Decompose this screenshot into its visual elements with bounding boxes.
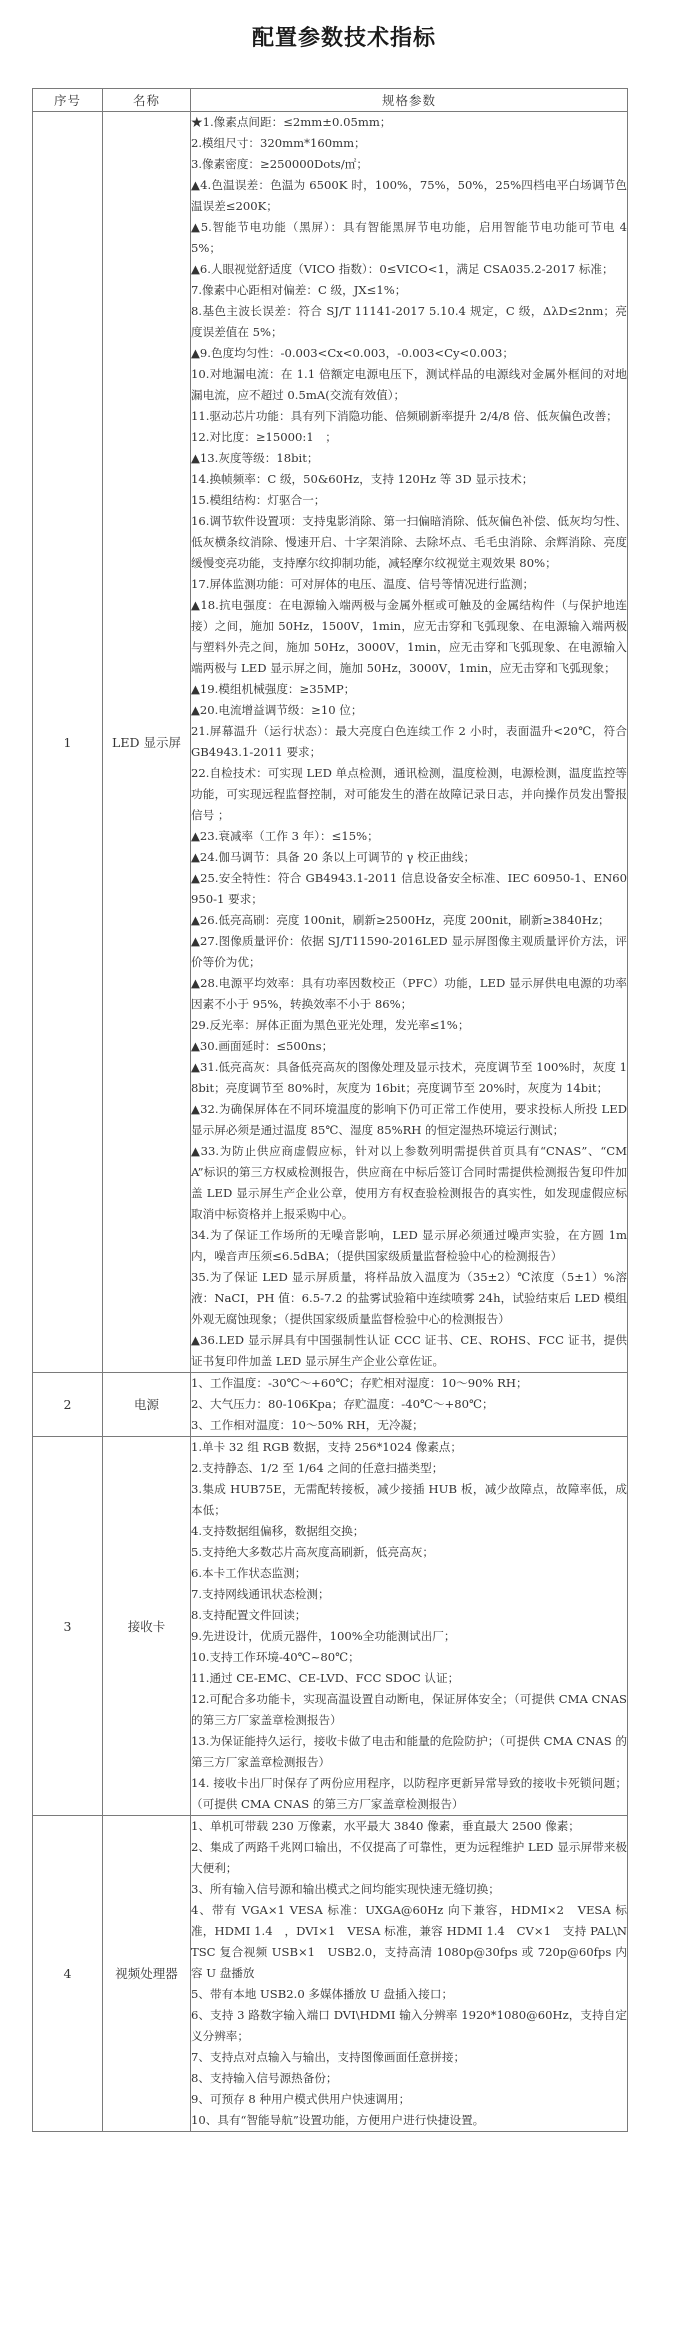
spec-item: ▲27.图像质量评价：依据 SJ/T11590-2016LED 显示屏图像主观质量评价方法，评价等价为优； xyxy=(191,934,627,969)
spec-item: ▲28.电源平均效率：具有功率因数校正（PFC）功能，LED 显示屏供电电源的功率因素不小于 95%，转换效率不小于 86%； xyxy=(191,976,627,1011)
spec-item: 15.模组结构：灯驱合一； xyxy=(191,493,326,507)
spec-item: 7.像素中心距相对偏差：C 级，JX≤1%； xyxy=(191,283,407,297)
table-row-led-display xyxy=(33,112,628,1373)
spec-item: 35.为了保证 LED 显示屏质量，将样品放入温度为（35±2）℃浓度（5±1）%溶液：NaCI，PH 值：6.5-7.2 的盐雾试验箱中连续喷雾 24h，试验结束后 LED 模组外观无腐蚀现象；（提供国家级质量监督检验中心的检测报告） xyxy=(191,1270,627,1326)
spec-item: 9、可预存 8 种用户模式供用户快速调用； xyxy=(191,2092,411,2106)
spec-item: 9.先进设计，优质元器件，100%全功能测试出厂； xyxy=(191,1629,456,1643)
spec-item: 22.自检技术：可实现 LED 单点检测，通讯检测，温度检测，电源检测，温度监控等功能，可实现远程监督控制，对可能发生的潜在故障记录日志，并向操作员发出警报信号 ； xyxy=(191,766,627,822)
spec-item: 6.本卡工作状态监测； xyxy=(191,1566,307,1580)
spec-item: ▲18.抗电强度：在电源输入端两极与金属外框或可触及的金属结构件（与保护地连接）之间，施加 50Hz，1500V，1min，应无击穿和飞弧现象、在电源输入端两极与塑料外壳之间，施加 50Hz，3000V，1min，应无击穿和飞弧现象、在电源输入端两极与 LED 显示屏之间，施加 50Hz，3000V，1min，应无击穿和飞弧现象； xyxy=(191,598,627,675)
header-spec: 规格参数 xyxy=(191,89,628,112)
spec-item: 3、所有输入信号源和输出模式之间均能实现快速无缝切换； xyxy=(191,1882,500,1896)
spec-item: ▲5.智能节电功能（黑屏）：具有智能黑屏节电功能，启用智能节电功能可节电 45%； xyxy=(191,220,627,255)
row-number: 1 xyxy=(33,112,103,1373)
table-row-receiving-card xyxy=(33,1437,628,1816)
spec-item: ▲32.为确保屏体在不同环境温度的影响下仍可正常工作使用，要求投标人所投 LED 显示屏必须是通过温度 85℃、湿度 85%RH 的恒定湿热环境运行测试； xyxy=(191,1102,627,1137)
row-item-name: 电源 xyxy=(103,1373,191,1437)
spec-item: 4.支持数据组偏移，数据组交换； xyxy=(191,1524,365,1538)
table-row-video-processor xyxy=(33,1816,628,2132)
spec-item: ▲24.伽马调节：具备 20 条以上可调节的 γ 校正曲线； xyxy=(191,850,476,864)
spec-item: 6、支持 3 路数字输入端口 DVI\HDMI 输入分辨率 1920*1080@60Hz，支持自定义分辨率； xyxy=(191,2008,627,2043)
spec-item: 13.为保证能持久运行，接收卡做了电击和能量的危险防护；（可提供 CMA CNAS 的第三方厂家盖章检测报告） xyxy=(191,1734,627,1769)
spec-item: ▲20.电流增益调节级：≥10 位； xyxy=(191,703,363,717)
spec-item: 21.屏幕温升（运行状态）：最大亮度白色连续工作 2 小时，表面温升<20℃，符合 GB4943.1-2011 要求； xyxy=(191,724,627,759)
table-row-power-supply xyxy=(33,1373,628,1437)
row-item-name: LED 显示屏 xyxy=(103,112,191,1373)
spec-item: 3.像素密度：≥250000Dots/㎡； xyxy=(191,157,368,171)
spec-item: 12.可配合多功能卡，实现高温设置自动断电，保证屏体安全；（可提供 CMA CNAS 的第三方厂家盖章检测报告） xyxy=(191,1692,627,1727)
spec-item: ▲30.画面延时：≤500ns； xyxy=(191,1039,334,1053)
spec-item: ▲33.为防止供应商虚假应标，针对以上参数列明需提供首页具有“CNAS”、“CMA”标识的第三方权威检测报告，供应商在中标后签订合同时需提供检测报告复印件加盖 LED 显示屏生产企业公章，使用方有权查验检测报告的真实性，如发现虚假应标取消中标资格并上报采购中心。 xyxy=(191,1144,627,1221)
row-spec-list xyxy=(191,1373,628,1437)
spec-item: ▲31.低亮高灰：具备低亮高灰的图像处理及显示技术，亮度调节至 100%时，灰度 18bit；亮度调节至 80%时，灰度为 16bit；亮度调节至 20%时，灰度为 14bit； xyxy=(191,1060,627,1095)
spec-item: 8、支持输入信号源热备份； xyxy=(191,2071,338,2085)
spec-item: 8.支持配置文件回读； xyxy=(191,1608,307,1622)
spec-item: 1、单机可带载 230 万像素，水平最大 3840 像素，垂直最大 2500 像素； xyxy=(191,1819,580,1833)
page-title: 配置参数技术指标 xyxy=(251,26,436,51)
table-body xyxy=(33,112,628,2132)
spec-item: 11.通过 CE-EMC、CE-LVD、FCC SDOC 认证； xyxy=(191,1671,460,1685)
spec-item: 29.反光率：屏体正面为黑色亚光处理，发光率≤1%； xyxy=(191,1018,470,1032)
spec-item: 11.驱动芯片功能：具有列下消隐功能、倍频刷新率提升 2/4/8 倍、低灰偏色改善； xyxy=(191,409,618,423)
spec-item: 5、带有本地 USB2.0 多媒体播放 U 盘插入接口； xyxy=(191,1987,454,2001)
spec-item: 1、工作温度：-30℃～+60℃；存贮相对湿度：10～90% RH； xyxy=(191,1376,528,1390)
spec-item: 10.对地漏电流：在 1.1 倍额定电源电压下，测试样品的电源线对金属外框间的对地漏电流，应不超过 0.5mA(交流有效值）； xyxy=(191,367,627,402)
spec-item: 3.集成 HUB75E，无需配转接板，减少接插 HUB 板，减少故障点，故障率低，成本低； xyxy=(191,1482,627,1517)
row-spec-list xyxy=(191,1437,628,1816)
header-no: 序号 xyxy=(33,89,103,112)
row-item-name: 接收卡 xyxy=(103,1437,191,1816)
spec-item: ▲19.模组机械强度：≥35MP； xyxy=(191,682,356,696)
table-header-row xyxy=(33,89,628,112)
spec-item: ▲13.灰度等级：18bit； xyxy=(191,451,319,465)
spec-item: 4、带有 VGA×1 VESA 标准：UXGA@60Hz 向下兼容，HDMI×2 VESA 标准，HDMI 1.4 ，DVI×1 VESA 标准，兼容 HDMI 1.4 CV×1 支持 PAL\NTSC 复合视频 USB×1 USB2.0，支持高清 1080p@30fps 或 720p@60fps 内容 U 盘播放 xyxy=(191,1903,627,1980)
spec-item: 10、具有“智能导航”设置功能，方便用户进行快捷设置。 xyxy=(191,2113,485,2127)
spec-item: ▲26.低亮高刷：亮度 100nit，刷新≥2500Hz，亮度 200nit，刷新≥3840Hz； xyxy=(191,913,610,927)
row-spec-list xyxy=(191,1816,628,2132)
row-number: 4 xyxy=(33,1816,103,2132)
spec-item: 5.支持绝大多数芯片高灰度高刷新，低亮高灰； xyxy=(191,1545,434,1559)
spec-item: ▲9.色度均匀性：-0.003<Cx<0.003，-0.003<Cy<0.003； xyxy=(191,346,515,360)
row-number: 2 xyxy=(33,1373,103,1437)
spec-item: 12.对比度：≥15000:1 ； xyxy=(191,430,337,444)
row-item-name: 视频处理器 xyxy=(103,1816,191,2132)
spec-item: 17.屏体监测功能：可对屏体的电压、温度、信号等情况进行监测； xyxy=(191,577,535,591)
spec-item: 3、工作相对温度：10～50% RH，无冷凝； xyxy=(191,1418,424,1432)
header-name: 名称 xyxy=(103,89,191,112)
spec-item: 2.模组尺寸：320mm*160mm； xyxy=(191,136,366,150)
row-spec-list xyxy=(191,112,628,1373)
spec-table xyxy=(32,88,628,2132)
spec-item: 1.单卡 32 组 RGB 数据，支持 256*1024 像素点； xyxy=(191,1440,462,1454)
spec-item: ▲4.色温误差：色温为 6500K 时，100%，75%，50%，25%四档电平白场调节色温误差≤200K； xyxy=(191,178,627,213)
spec-item: 34.为了保证工作场所的无噪音影响，LED 显示屏必须通过噪声实验，在方圆 1m 内，噪音声压须≤6.5dBA；（提供国家级质量监督检验中心的检测报告） xyxy=(191,1228,627,1263)
spec-item: ▲36.LED 显示屏具有中国强制性认证 CCC 证书、CE、ROHS、FCC 证书，提供证书复印件加盖 LED 显示屏生产企业公章佐证。 xyxy=(191,1333,627,1368)
spec-item: ★1.像素点间距：≤2mm±0.05mm； xyxy=(191,115,392,129)
spec-item: 7、支持点对点输入与输出，支持图像画面任意拼接； xyxy=(191,2050,466,2064)
spec-item: ▲25.安全特性：符合 GB4943.1-2011 信息设备安全标准、IEC 60950-1、EN60950-1 要求； xyxy=(191,871,627,906)
spec-item: 2.支持静态、1/2 至 1/64 之间的任意扫描类型； xyxy=(191,1461,444,1475)
spec-item: 7.支持网线通讯状态检测； xyxy=(191,1587,330,1601)
row-number: 3 xyxy=(33,1437,103,1816)
spec-item: 2、大气压力：80-106Kpa；存贮温度：-40℃～+80℃； xyxy=(191,1397,494,1411)
spec-item: 14.换帧频率：C 级，50&60Hz，支持 120Hz 等 3D 显示技术； xyxy=(191,472,534,486)
spec-item: 16.调节软件设置项：支持鬼影消除、第一扫偏暗消除、低灰偏色补偿、低灰均匀性、低灰横条纹消除、慢速开启、十字架消除、去除坏点、毛毛虫消除、余辉消除、亮度缓慢变亮功能，支持摩尔纹抑制功能，减轻摩尔纹视觉主观效果 80%； xyxy=(191,514,627,570)
spec-item: 10.支持工作环境-40℃~80℃； xyxy=(191,1650,360,1664)
spec-item: ▲23.衰减率（工作 3 年）：≤15%； xyxy=(191,829,379,843)
spec-item: 8.基色主波长误差：符合 SJ/T 11141-2017 5.10.4 规定，C 级，ΔλD≤2nm；亮度误差值在 5%； xyxy=(191,304,627,339)
spec-item: 14. 接收卡出厂时保存了两份应用程序，以防程序更新异常导致的接收卡死锁问题；（可提供 CMA CNAS 的第三方厂家盖章检测报告） xyxy=(191,1776,627,1811)
spec-item: ▲6.人眼视觉舒适度（VICO 指数）：0≤VICO<1，满足 CSA035.2-2017 标准； xyxy=(191,262,614,276)
spec-item: 2、集成了两路千兆网口输出，不仅提高了可靠性，更为远程维护 LED 显示屏带来极大便利； xyxy=(191,1840,627,1875)
